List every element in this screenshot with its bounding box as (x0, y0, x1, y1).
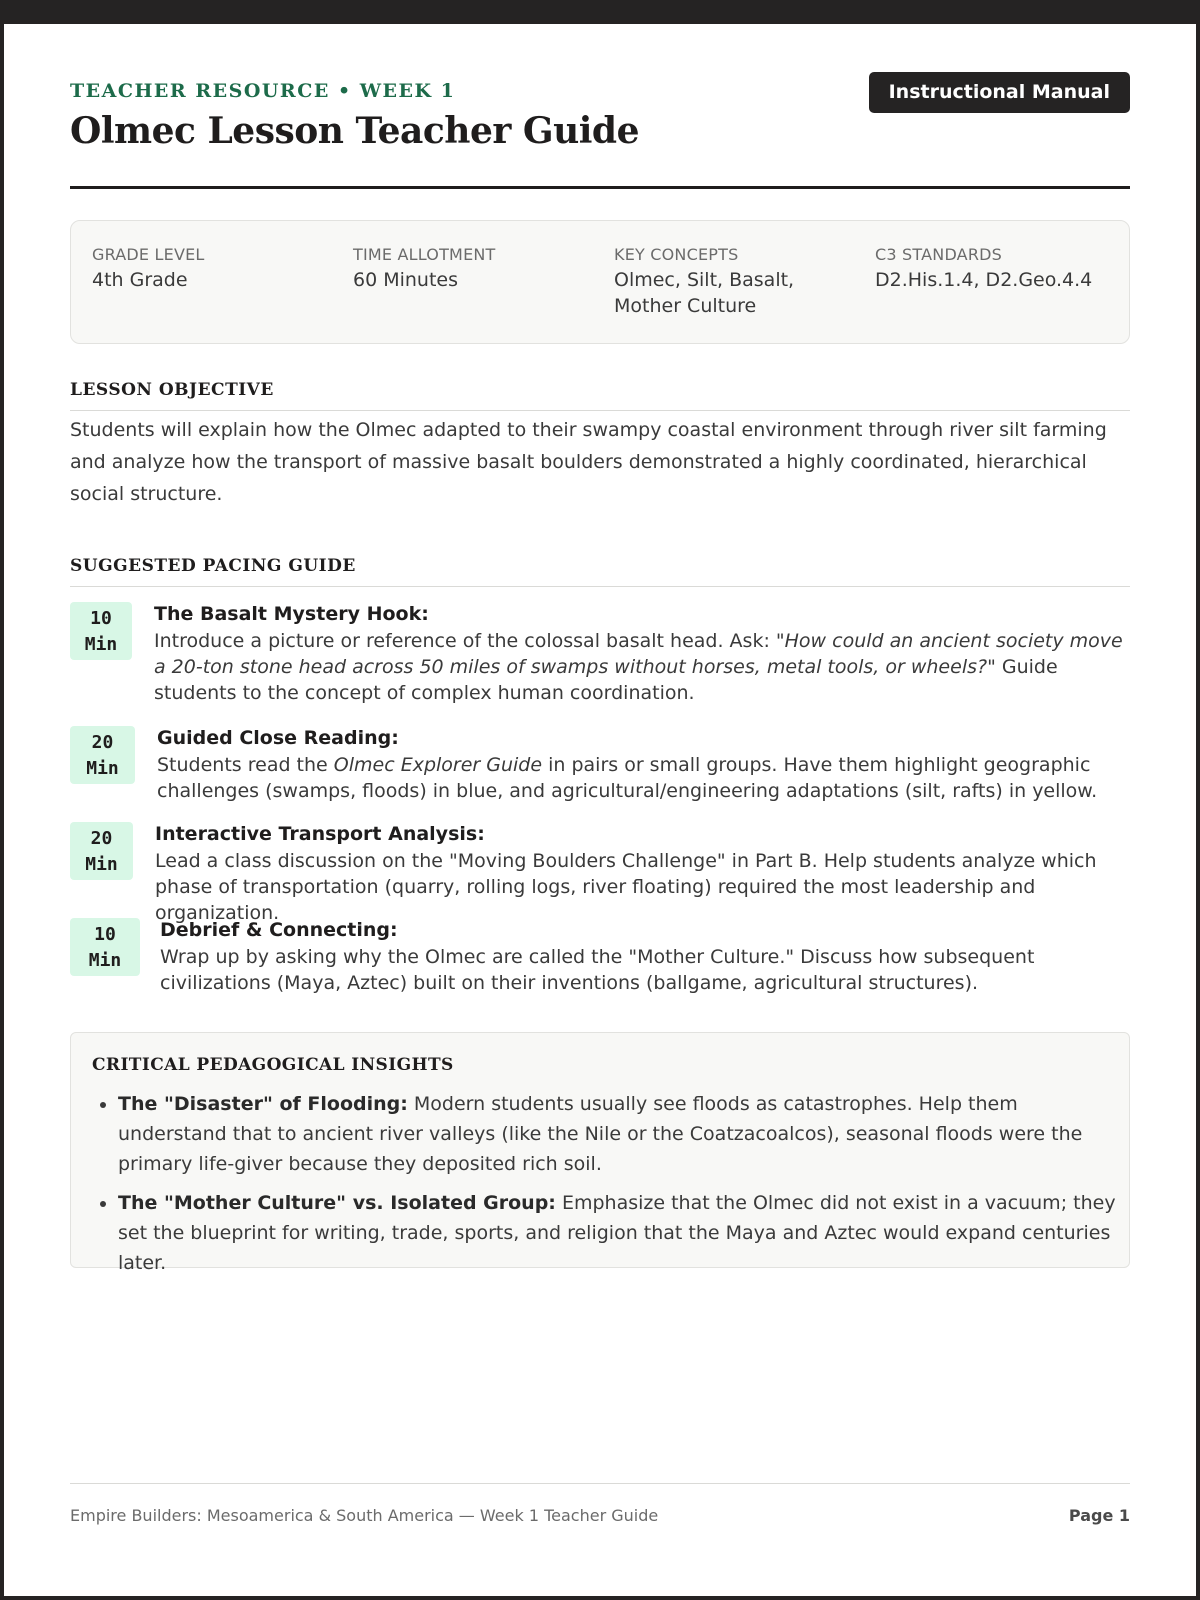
insight-text: Emphasize that the Olmec did not exist in a vacuum; they set the blueprint for writing, trade, sports, and religion that the Maya and Aztec would expand centuries later. (118, 1192, 1116, 1274)
time-badge (70, 602, 132, 660)
objective-heading: LESSON OBJECTIVE (70, 380, 1130, 411)
meta-value: D2.His.1.4, D2.Geo.4.4 (875, 269, 1093, 291)
meta-grade-level (92, 245, 322, 293)
meta-value: Olmec, Silt, Basalt, Mother Culture (614, 269, 795, 317)
pacing-text-title: Olmec Explorer Guide (333, 754, 543, 776)
instructional-manual-badge: Instructional Manual (869, 72, 1130, 113)
pacing-heading: SUGGESTED PACING GUIDE (70, 556, 1130, 587)
meta-c3-standards (875, 245, 1105, 293)
page-number: Page 1 (1068, 1506, 1130, 1525)
time-number: 10 (94, 924, 116, 945)
meta-value: 60 Minutes (353, 269, 459, 291)
meta-label: KEY CONCEPTS (614, 245, 739, 264)
time-number: 10 (90, 608, 112, 629)
pacing-body (155, 822, 1130, 926)
pacing-text-quote: "How could an ancient society move a 20-ton stone head across 50 miles of swamps without horses, metal tools, or wheels?" (154, 630, 1123, 678)
page-header (70, 24, 1130, 189)
page-footer (70, 1483, 1130, 1525)
time-badge (70, 726, 135, 784)
pacing-item-heading: Guided Close Reading: (157, 727, 399, 749)
meta-label: C3 STANDARDS (875, 245, 1003, 264)
insight-title: The "Disaster" of Flooding: (118, 1093, 408, 1115)
time-unit: Min (88, 950, 122, 971)
time-badge (70, 918, 140, 976)
time-unit: Min (86, 758, 119, 779)
document-page (4, 24, 1196, 1596)
time-unit: Min (85, 854, 118, 875)
objective-text: Students will explain how the Olmec adapted to their swampy coastal environment through river silt farming and analyze how the transport of massive basalt boulders demonstrated a highly coordinated, hierarchical social structure. (70, 419, 1107, 505)
pacing-item-heading: Debrief & Connecting: (160, 919, 398, 941)
pacing-body (154, 602, 1130, 706)
meta-time-allotment (353, 245, 583, 293)
page-content (70, 24, 1130, 1525)
page-title: Olmec Lesson Teacher Guide (70, 110, 640, 152)
pacing-item-heading: The Basalt Mystery Hook: (154, 603, 429, 625)
time-badge (70, 822, 133, 880)
insight-item (118, 1188, 1118, 1278)
pacing-body (160, 918, 1130, 996)
time-number: 20 (91, 732, 114, 753)
time-unit: Min (84, 634, 118, 655)
pacing-text-post: Guide students to the concept of complex human coordination. (154, 656, 1058, 704)
insights-box (70, 1032, 1130, 1274)
header-kicker: TEACHER RESOURCE • WEEK 1 (70, 80, 456, 102)
pacing-text-pre: Students read the (157, 754, 334, 776)
pacing-text-post: in pairs or small groups. Have them highlight geographic challenges (swamps, floods) in blue, and agricultural/engineering adaptations (silt, rafts) in yellow. (157, 754, 1098, 802)
meta-value: 4th Grade (92, 269, 188, 291)
pacing-text-pre: Introduce a picture or reference of the colossal basalt head. Ask: (154, 630, 776, 652)
pacing-item-text: Lead a class discussion on the "Moving Boulders Challenge" in Part B. Help students analyze which phase of transportation (quarry, rolling logs, river floating) required the most leadership and organization. (155, 850, 1097, 924)
meta-label: GRADE LEVEL (92, 245, 205, 264)
insights-heading: CRITICAL PEDAGOGICAL INSIGHTS (92, 1055, 454, 1075)
footer-text: Empire Builders: Mesoamerica & South America — Week 1 Teacher Guide (70, 1506, 659, 1525)
pacing-item-heading: Interactive Transport Analysis: (155, 823, 485, 845)
pacing-item-text (154, 628, 1130, 706)
insight-text: Modern students usually see floods as catastrophes. Help them understand that to ancient river valleys (like the Nile or the Coatzacoalcos), seasonal floods were the primary life-giver because they deposited rich soil. (118, 1093, 1083, 1175)
insight-item (118, 1089, 1118, 1179)
pacing-item-text (157, 752, 1130, 804)
time-number: 20 (90, 828, 113, 849)
meta-label: TIME ALLOTMENT (353, 245, 496, 264)
insights-list (92, 1089, 1118, 1287)
pacing-item-text: Wrap up by asking why the Olmec are called the "Mother Culture." Discuss how subsequent civilizations (Maya, Aztec) built on their inventions (ballgame, agricultural structures). (160, 946, 1035, 994)
meta-key-concepts (614, 245, 814, 319)
lesson-meta-box (70, 220, 1130, 344)
insight-title: The "Mother Culture" vs. Isolated Group: (118, 1192, 556, 1214)
pacing-body (157, 726, 1130, 804)
